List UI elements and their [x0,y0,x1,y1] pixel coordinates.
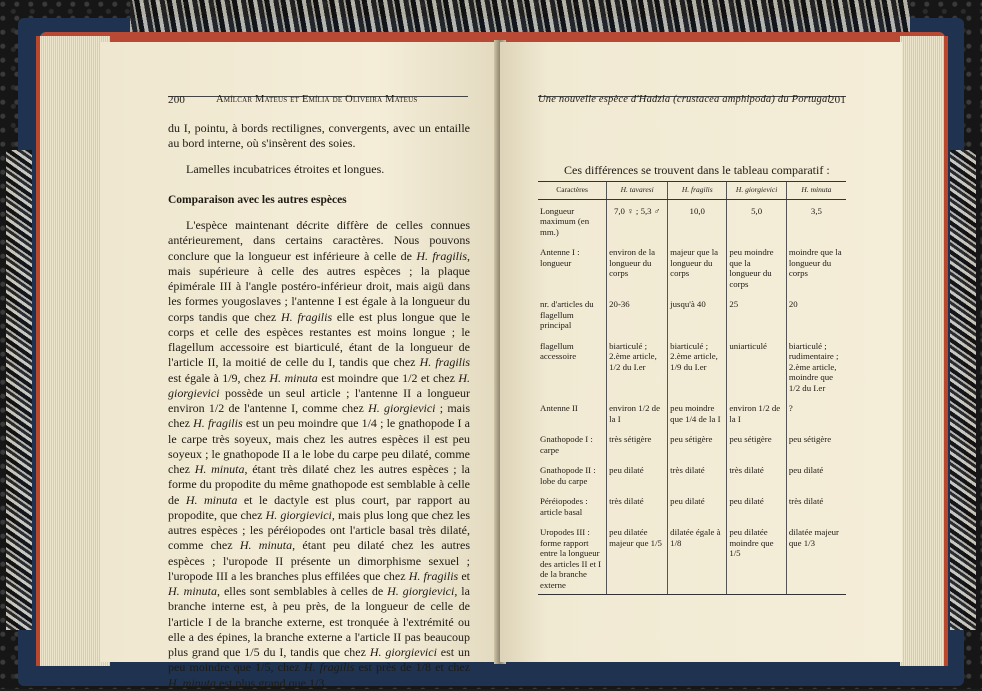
species-name: H. minuta [194,462,245,476]
table-cell: environ de la longueur du corps [607,241,668,293]
table-row [538,459,846,490]
table-cell: majeur que la longueur du corps [668,241,727,293]
right-page [500,42,902,662]
table-caption: Ces différences se trouvent dans le tableau comparatif : [564,163,830,177]
species-name: H. giorgievici [387,584,455,598]
table-cell: uniarticulé [727,335,787,398]
table-cell: biarticulé ; rudimentaire ; 2.ème article, moindre que 1/2 du I.er [786,335,846,398]
table-header-cell: H. minuta [786,182,846,200]
table-cell: Uropodes III : forme rapport entre la longueur des articles II et I de la branche externe [538,521,607,595]
table-cell: Péréiopodes : article basal [540,496,588,517]
table-header-cell: Caractères [538,182,607,200]
table-cell: peu moindre que 1/4 de la I [668,397,727,428]
table-row [538,490,846,521]
table-cell: 25 [727,293,787,335]
left-running-head [168,94,468,106]
table-cell: Antenne II [540,403,578,413]
table-cell: 20-36 [607,293,668,335]
table-cell: 10,0 [668,199,727,241]
table-cell: très dilaté [607,490,668,521]
table-cell: peu dilatée majeur que 1/5 [607,521,668,595]
table-row [538,521,846,595]
marbled-endpaper-right [950,150,976,630]
table-cell: 7,0 ♀ ; 5,3 ♂ [607,199,668,241]
table-row [538,335,846,398]
table-row [538,397,846,428]
table-cell: très dilaté [727,459,787,490]
table-cell: Longueur maximum (en mm.) [540,205,590,237]
right-page-number: 201 [828,94,846,106]
comparison-table [538,181,846,595]
table-cell: environ 1/2 de la I [607,397,668,428]
table-row [538,428,846,459]
species-name: H. minuta [168,584,217,598]
table-cell: flagellum accessoire [540,340,577,361]
species-name: H. giorgievici [168,370,471,400]
table-cell: Gnathopode I : carpe [540,434,593,455]
table-cell: ? [786,397,846,428]
species-name: H. minuta [185,492,238,507]
marbled-endpaper-left [6,150,32,630]
table-cell: peu dilaté [786,459,846,490]
table-header-row [538,182,846,200]
table-cell: 3,5 [786,199,846,241]
table-cell: 5,0 [727,199,787,241]
page-stack-right [900,36,948,666]
table-cell: biarticulé ; 2.ème article, 1/9 du I.er [668,335,727,398]
table-cell: 20 [786,293,846,335]
species-name: H. fragilis [416,248,467,263]
red-page-edge [40,32,945,42]
table-cell: peu moindre que la longueur du corps [727,241,787,293]
left-page [100,42,498,690]
table-cell: biarticulé ; 2.ème article, 1/2 du I.er [607,335,668,398]
table-cell: peu sétigère [727,428,787,459]
table-cell: Gnathopode II : lobe du carpe [540,465,596,486]
paragraph-lamelles: Lamelles incubatrices étroites et longues. [186,161,385,176]
table-cell: très dilaté [786,490,846,521]
table-cell: Antenne I : longueur [540,247,580,268]
left-body-text [168,121,470,691]
table-cell: peu sétigère [786,428,846,459]
species-name: H. giorgievici [265,507,332,522]
table-header-cell: H. fragilis [668,182,727,200]
left-page-number: 200 [168,94,186,106]
section-heading: Comparaison avec les autres espèces [168,193,347,206]
species-name: H. minuta [269,370,318,385]
table-cell: très sétigère [607,428,668,459]
table-cell: moindre que la longueur du corps [786,241,846,293]
table-header-cell: H. giorgievici [727,182,787,200]
table-row [538,293,846,335]
table-row [538,199,846,241]
left-running-title: Amílcar Mateus et Emília de Oliveira Mateus [216,94,418,105]
table-cell: environ 1/2 de la I [727,397,787,428]
table-cell: très dilaté [668,459,727,490]
table-cell: dilatée égale à 1/8 [668,521,727,595]
species-name: H. fragilis [303,660,355,675]
species-name: H. fragilis [419,355,470,370]
right-running-head [538,94,846,106]
table-cell: peu dilatée moindre que 1/5 [727,521,787,595]
paragraph-continuation: du I, pointu, à bords rectilignes, convergents, avec un entaille au bord interne, où s'insèrent des soies. [168,121,470,151]
species-name: H. minuta [239,538,293,553]
table-header-cell: H. tavaresi [607,182,668,200]
table-cell: peu dilaté [727,490,787,521]
table-cell: dilatée majeur que 1/3 [786,521,846,595]
paragraph-comparison: L'espèce maintenant décrite diffère de celles connues antérieurement, dans certains caractères. Nous pouvons conclure que la longueur est inférieure à celle de H. fragilis, mais supérieure à celle des autres espèces ; la plaque épimérale III à l'angle postéro-inférieur droit, mais aigü dans les formes yougoslaves ; l'antenne I est égale à la longueur du corps tandis que chez H. fragilis elle est plus longue que le corps et celle des espèces restantes est moins longue ; le flagellum accessoire est biarticulé, étant de la longueur de l'article II, la moitié de celle du I, tandis que chez H. fragilis est égale à 1/9, chez H. minuta est moindre que 1/2 et chez H. giorgievici possède un seul article ; l'antenne II a longueur environ 1/2 de l'antenne I, comme chez H. giorgievici ; mais chez H. fragilis est un peu moindre que 1/4 ; le gnathopode I a le carpe très soyeux, mais chez les autres espèces il est peu soyeux ; le gnathopode II a le lobe du carpe peu dilaté, comme chez H. minuta, étant très dilaté chez les autres espèces ; la forme du propodite du même gnathopode est semblable à celle de H. minuta et le dactyle est plus court, par rapport au propodite, que chez H. giorgievici, mais plus long que chez les autres espèces ; les péréiopodes ont l'article basal très dilaté, comme chez H. minuta, étant peu dilaté chez les autres espèces ; l'uropode II présente un dimorphisme sexuel ; l'uropode III a les branches plus effilées que chez H. fragilis et H. minuta, elles sont semblables à celles de H. giorgievici, la branche interne est, à peu près, de la longueur de celle de l'article I de la branche externe, est tronquée à l'extrémité ou elle a des épines, la branche externe a l'article II pas beaucoup plus grand que 1/5 du I, tandis que chez H. giorgievici est un peu moindre que 1/5, chez H. fragilis est près de 1/8 et chez H. minuta est plus grand que 1/3. [168,218,471,690]
right-running-title: Une nouvelle espèce d'Hadzia (crustacea amphipoda) du Portugal [538,94,831,105]
table-cell: jusqu'à 40 [668,293,727,335]
page-stack-left [36,36,110,666]
table-cell: nr. d'articles du flagellum principal [540,299,594,330]
species-name: H. giorgievici [369,645,437,659]
table-cell: peu dilaté [607,459,668,490]
table-cell: peu dilaté [668,490,727,521]
table-cell: peu sétigère [668,428,727,459]
species-name: H. fragilis [281,309,333,324]
species-name: H. fragilis [193,416,243,431]
species-name: H. minuta [168,675,216,690]
species-name: H. fragilis [408,568,459,583]
species-name: H. giorgievici [368,401,436,415]
table-row [538,241,846,293]
